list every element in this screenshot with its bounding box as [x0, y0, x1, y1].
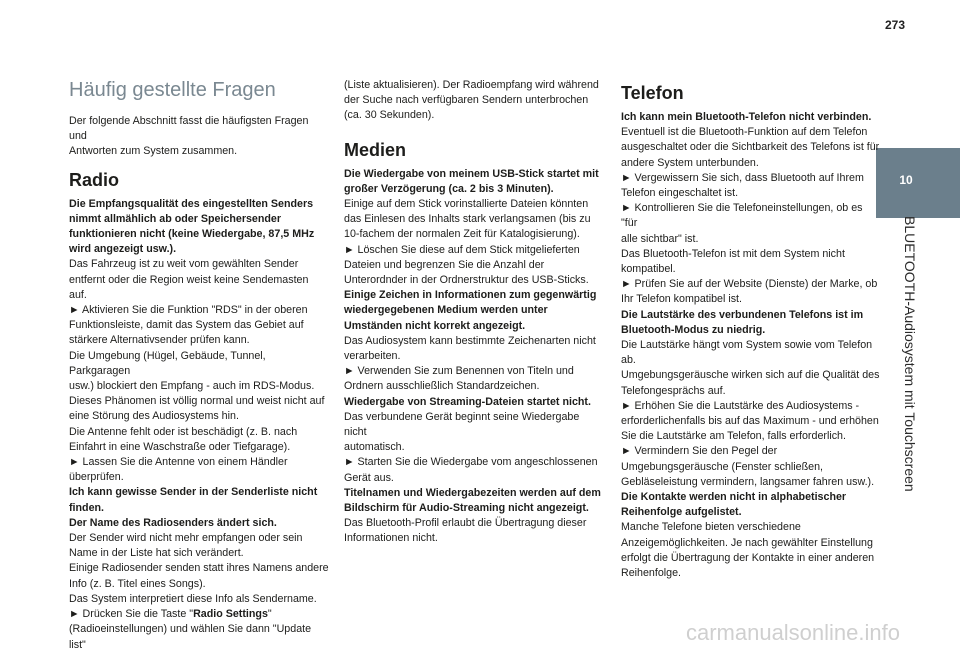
text-line: ► Aktivieren Sie die Funktion "RDS" in der oberen: [69, 304, 308, 317]
media-heading: Medien: [344, 139, 407, 160]
text-line: ► Prüfen Sie auf der Website (Dienste) der Marke, ob: [621, 278, 878, 291]
text-line: eine Störung des Audiosystems hin.: [69, 410, 239, 423]
media-content: [344, 167, 604, 547]
text-line: Der Sender wird nicht mehr empfangen oder sein: [69, 532, 303, 545]
text-line: entfernt oder die Region weist keine Sendemasten auf.: [69, 273, 309, 301]
text-line: Einfahrt in eine Waschstraße oder Tiefgarage).: [69, 440, 291, 453]
radio-settings-suffix: ": [267, 608, 272, 621]
text-line: Bildschirm für Audio-Streaming nicht angezeigt.: [344, 502, 589, 515]
text-line: Die Kontakte werden nicht in alphabetischer: [621, 491, 847, 504]
text-line: das Einlesen des Inhalts stark verlangsamen (bis zu: [344, 213, 591, 226]
text-line: Das Fahrzeug ist zu weit vom gewählten Sender: [69, 258, 299, 271]
text-line: ► Kontrollieren Sie die Telefoneinstellungen, ob es "für: [621, 202, 863, 230]
text-line: ► Erhöhen Sie die Lautstärke des Audiosystems -: [621, 399, 860, 412]
text-line: usw.) blockiert den Empfang - auch im RDS-Modus.: [69, 380, 315, 393]
text-line: ► Löschen Sie diese auf dem Stick mitgelieferten: [344, 243, 580, 256]
text-line: Einige auf dem Stick vorinstallierte Dateien könnten: [344, 198, 589, 211]
text-line: Gebläseleistung vermindern, langsamer fahren usw.).: [621, 475, 875, 488]
text-line: Ihr Telefon kompatibel ist.: [621, 293, 742, 306]
chapter-number: 10: [899, 173, 913, 187]
text-line: Gerät aus.: [344, 471, 394, 484]
text-line: Name in der Liste hat sich verändert.: [69, 547, 244, 560]
text-line: Sie die Lautstärke am Telefon, falls erforderlich.: [621, 430, 846, 443]
page-number: 273: [884, 18, 906, 32]
text-line: Ordnern ausschließlich Standardzeichen.: [344, 380, 540, 393]
text-line: Info (z. B. Titel eines Songs).: [69, 577, 206, 590]
text-line: Reihenfolge aufgelistet.: [621, 506, 742, 519]
text-line: ausgeschaltet oder die Sichtbarkeit des Telefons ist für: [621, 141, 880, 154]
column-right: [621, 78, 881, 581]
text-line: verarbeiten.: [344, 350, 401, 363]
text-line: Telefongesprächs auf.: [621, 384, 726, 397]
column-middle: [344, 78, 604, 547]
faq-intro: [69, 114, 329, 160]
text-line: Antworten zum System zusammen.: [69, 145, 238, 158]
text-line: Die Lautstärke hängt vom System sowie vom Telefon: [621, 339, 873, 352]
text-line: Die Wiedergabe von meinem USB-Stick startet mit: [344, 167, 599, 180]
chapter-title-vertical: [880, 216, 940, 506]
phone-content: [621, 110, 881, 581]
watermark: carmanualsonline.info: [685, 620, 900, 645]
text-line: Anzeigemöglichkeiten. Je nach gewählter Einstellung: [621, 536, 873, 549]
text-line: erfolgt die Übertragung der Kontakte in einer anderen: [621, 551, 875, 564]
text-line: Umgebungsgeräusche wirken sich auf die Qualität des: [621, 369, 880, 382]
text-line: Dieses Phänomen ist völlig normal und weist nicht auf: [69, 395, 325, 408]
text-line: überprüfen.: [69, 471, 124, 484]
text-line: Das verbundene Gerät beginnt seine Wiedergabe nicht: [344, 410, 580, 439]
text-line: ► Verwenden Sie zum Benennen von Titeln und: [344, 365, 574, 378]
text-line: funktionieren nicht (keine Wiedergabe, 87,5 MHz: [69, 228, 315, 241]
faq-heading: Häufig gestellte Fragen: [69, 79, 276, 101]
text-line: ab.: [621, 354, 636, 367]
text-line: 10-fachem der normalen Zeit für Katalogisierung).: [344, 228, 580, 241]
text-line: ► Vermindern Sie den Pegel der: [621, 445, 778, 458]
radio-continuation: [344, 78, 604, 124]
radio-settings-line: [69, 607, 329, 622]
text-line: Einige Radiosender senden statt ihres Namens andere: [69, 562, 329, 575]
text-line: Titelnamen und Wiedergabezeiten werden auf dem: [344, 486, 601, 499]
radio-settings-label: Radio Settings: [193, 608, 268, 621]
text-line: Der Name des Radiosenders ändert sich.: [69, 516, 277, 529]
phone-heading: Telefon: [621, 83, 684, 103]
text-line: finden.: [69, 501, 105, 514]
text-line: andere System unterbunden.: [621, 156, 759, 169]
text-line: Unterordnder in der Ordnerstruktur des USB-Sticks.: [344, 274, 589, 287]
text-line: wird angezeigt usw.).: [69, 243, 177, 256]
text-line: Telefon eingeschaltet ist.: [621, 187, 739, 200]
text-line: Umgebungsgeräusche (Fenster schließen,: [621, 460, 823, 473]
text-line: Ich kann gewisse Sender in der Senderliste nicht: [69, 486, 318, 499]
text-line: (Liste aktualisieren). Der Radioempfang wird während: [344, 79, 599, 91]
text-line: Die Empfangsqualität des eingestellten Senders: [69, 197, 314, 210]
text-line: Wiedergabe von Streaming-Dateien startet nicht.: [344, 395, 591, 408]
text-line: großer Verzögerung (ca. 2 bis 3 Minuten).: [344, 182, 554, 195]
text-line: Umständen nicht korrekt angezeigt.: [344, 319, 526, 332]
text-line: ► Starten Sie die Wiedergabe vom angeschlossenen: [344, 456, 598, 469]
text-line: kompatibel.: [621, 263, 676, 276]
column-left: [69, 78, 329, 653]
text-line: ► Lassen Sie die Antenne von einem Händler: [69, 456, 288, 469]
text-line: nimmt allmählich ab oder Speichersender: [69, 212, 282, 225]
text-line: Die Lautstärke des verbundenen Telefons ist im: [621, 308, 864, 321]
text-line: Das System interpretiert diese Info als Sendername.: [69, 592, 317, 605]
text-line: Dateien und begrenzen Sie die Anzahl der: [344, 258, 545, 271]
text-line: Die Umgebung (Hügel, Gebäude, Tunnel, Parkgaragen: [69, 349, 266, 377]
radio-content: [69, 197, 329, 607]
text-line: automatisch.: [344, 441, 405, 454]
radio-final-line: (Radioeinstellungen) und wählen Sie dann "Update list": [69, 623, 312, 651]
radio-heading: Radio: [69, 169, 120, 190]
text-line: wiedergegebenen Medium werden unter: [344, 304, 548, 317]
text-line: Bluetooth-Modus zu niedrig.: [621, 323, 766, 336]
text-line: Funktionsleiste, damit das System das Gebiet auf: [69, 319, 304, 332]
text-line: Das Bluetooth-Telefon ist mit dem System nicht: [621, 247, 845, 260]
text-line: alle sichtbar" ist.: [621, 232, 699, 245]
text-line: Das Bluetooth-Profil erlaubt die Übertragung dieser: [344, 517, 587, 530]
text-line: der Suche nach verfügbaren Sendern unterbrochen: [344, 94, 589, 107]
text-line: erforderlichenfalls bis auf das Maximum - und erhöhen: [621, 415, 879, 428]
text-line: Manche Telefone bieten verschiedene: [621, 521, 801, 534]
text-line: Eventuell ist die Bluetooth-Funktion auf dem Telefon: [621, 126, 868, 139]
chapter-tab: [876, 148, 960, 218]
text-line: Die Antenne fehlt oder ist beschädigt (z. B. nach: [69, 425, 298, 438]
text-line: stärkere Alternativsender prüfen kann.: [69, 334, 250, 347]
chapter-title-text: BLUETOOTH-Audiosystem mit Touchscreen: [902, 216, 918, 492]
text-line: ► Vergewissern Sie sich, dass Bluetooth auf Ihrem: [621, 171, 864, 184]
text-line: Das Audiosystem kann bestimmte Zeichenarten nicht: [344, 334, 596, 347]
text-line: Einige Zeichen in Informationen zum gegenwärtig: [344, 289, 597, 302]
text-line: Der folgende Abschnitt fasst die häufigsten Fragen und: [69, 115, 309, 143]
text-line: Reihenfolge.: [621, 567, 682, 580]
text-line: Informationen nicht.: [344, 532, 438, 545]
text-line: (ca. 30 Sekunden).: [344, 109, 435, 122]
text-line: Ich kann mein Bluetooth-Telefon nicht verbinden.: [621, 111, 872, 123]
radio-settings-prefix: ► Drücken Sie die Taste ": [69, 608, 194, 621]
